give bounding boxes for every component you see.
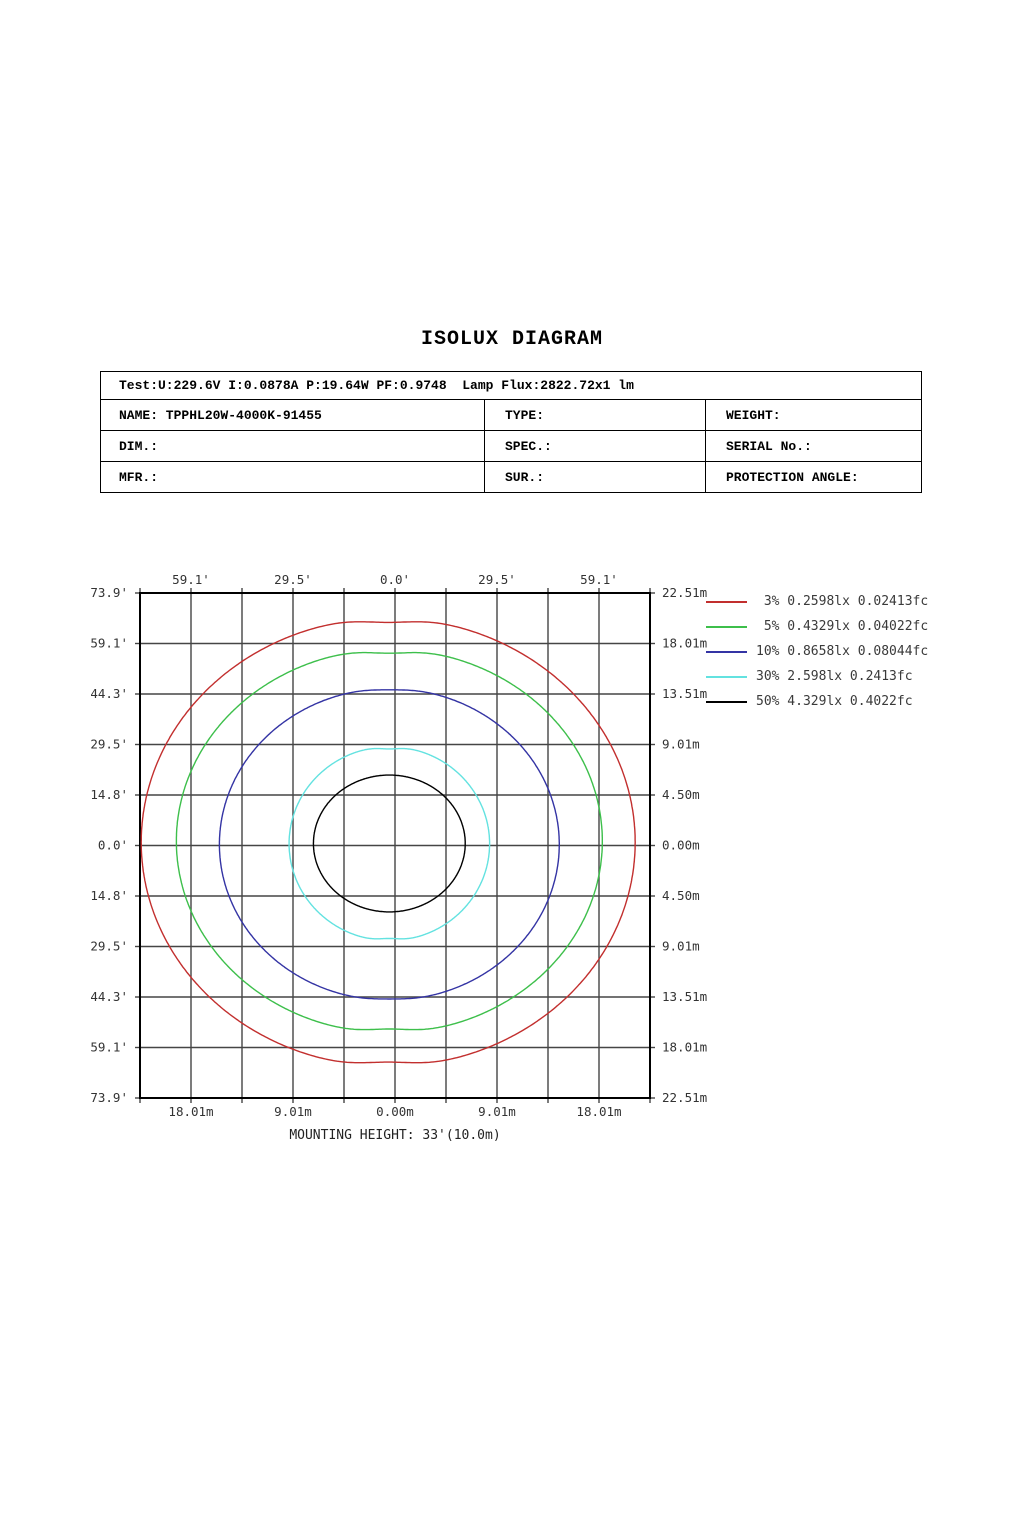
legend-item-3pct (706, 589, 928, 614)
axis-label-left: 29.5' (90, 938, 128, 954)
axis-label-top: 29.5' (478, 572, 516, 587)
axis-label-right: 18.01m (662, 1039, 708, 1055)
axis-label-left: 14.8' (90, 787, 128, 802)
axis-label-right: 18.01m (662, 635, 708, 651)
axis-label-right: 0.00m (662, 837, 700, 853)
page-title: ISOLUX DIAGRAM (420, 328, 604, 351)
axis-label-bottom: 18.01m (576, 1104, 622, 1119)
legend-item-50pct (706, 689, 928, 714)
axis-label-left: 14.8' (90, 888, 128, 903)
axis-label-bottom: 9.01m (478, 1104, 516, 1119)
axis-label-top: 59.1' (580, 572, 618, 587)
axis-label-top: 29.5' (274, 572, 312, 587)
axis-label-left: 44.3' (90, 989, 128, 1004)
axis-label-right: 9.01m (662, 736, 700, 752)
name-cell: NAME: TPPHL20W-4000K-91455 (119, 407, 322, 423)
legend-swatch-3pct (706, 601, 747, 603)
axis-label-left: 0.0' (97, 837, 128, 853)
axis-label-top: 59.1' (172, 572, 210, 587)
mfr-cell: MFR.: (119, 469, 159, 485)
axis-label-bottom: 9.01m (274, 1104, 312, 1119)
protection-angle-cell: PROTECTION ANGLE: (705, 462, 921, 492)
axis-label-right: 22.51m (662, 1090, 708, 1105)
spec-cell: SPEC.: (484, 431, 705, 461)
legend-swatch-10pct (706, 651, 747, 653)
axis-label-left: 73.9' (90, 585, 128, 600)
test-conditions-cell: Test:U:229.6V I:0.0878A P:19.64W PF:0.9748 Lamp Flux:2822.72x1 lm (119, 378, 634, 393)
legend-label-10pct: 10% 0.8658lx 0.08044fc (756, 644, 929, 659)
legend-label-50pct: 50% 4.329lx 0.4022fc (756, 694, 913, 709)
axis-label-top: 0.0' (379, 572, 411, 587)
legend-label-30pct: 30% 2.598lx 0.2413fc (756, 669, 913, 684)
axis-label-right: 13.51m (662, 686, 708, 701)
contour-30pct (289, 749, 490, 939)
axis-label-right: 22.51m (662, 585, 708, 600)
legend-label-3pct: 3% 0.2598lx 0.02413fc (756, 594, 929, 609)
axis-label-bottom: 0.00m (376, 1104, 414, 1119)
legend-item-10pct (706, 639, 928, 664)
axis-label-right: 9.01m (662, 938, 700, 954)
contour-10pct (219, 690, 559, 999)
axis-label-left: 29.5' (90, 736, 128, 752)
type-cell: TYPE: (484, 400, 705, 430)
axis-label-left: 44.3' (90, 686, 128, 701)
legend (706, 589, 928, 714)
legend-item-5pct (706, 614, 928, 639)
contour-5pct (176, 653, 602, 1030)
legend-swatch-5pct (706, 626, 747, 628)
legend-label-5pct: 5% 0.4329lx 0.04022fc (756, 619, 929, 634)
axis-label-left: 73.9' (90, 1090, 128, 1105)
legend-swatch-30pct (706, 676, 747, 678)
legend-item-30pct (706, 664, 928, 689)
axis-label-right: 4.50m (662, 888, 700, 903)
axis-label-left: 59.1' (90, 1039, 128, 1055)
legend-swatch-50pct (706, 701, 747, 703)
weight-cell: WEIGHT: (705, 400, 921, 430)
serial-no-cell: SERIAL No.: (705, 431, 921, 461)
dim-cell: DIM.: (119, 438, 159, 454)
mounting-height-caption: MOUNTING HEIGHT: 33'(10.0m) (289, 1128, 501, 1143)
sur-cell: SUR.: (484, 462, 705, 492)
axis-label-bottom: 18.01m (168, 1104, 214, 1119)
axis-label-left: 59.1' (90, 635, 128, 651)
axis-label-right: 13.51m (662, 989, 708, 1004)
axis-label-right: 4.50m (662, 787, 700, 802)
